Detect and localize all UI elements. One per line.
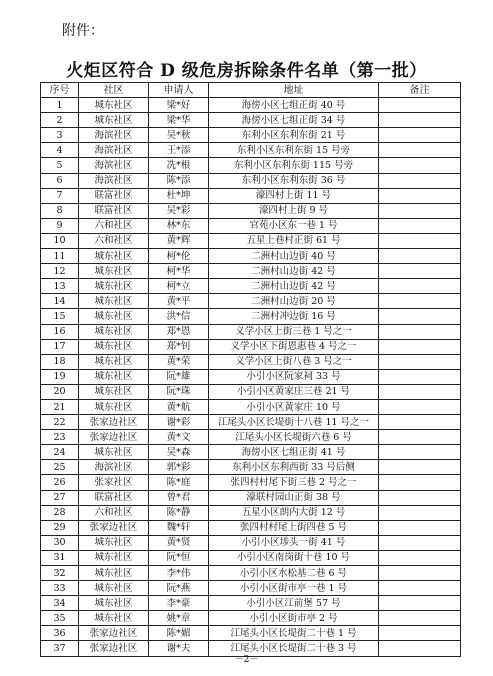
cell-community: 城东社区 [79,294,149,309]
cell-remarks [379,324,461,339]
cell-community: 城东社区 [79,445,149,460]
cell-index: 16 [41,324,79,339]
cell-community: 联富社区 [79,490,149,505]
cell-remarks [379,384,461,399]
cell-applicant: 吴*秋 [149,128,209,143]
cell-index: 35 [41,611,79,626]
cell-applicant: 黄*文 [149,430,209,445]
table-row [41,535,461,550]
cell-index: 9 [41,218,79,233]
cell-address: 五星上巷村正街 61 号 [209,233,379,248]
table-header-row [41,83,461,98]
cell-index: 8 [41,203,79,218]
cell-remarks [379,445,461,460]
header-address: 地址 [209,83,379,98]
cell-index: 31 [41,550,79,565]
cell-address: 东利小区东利西街 33 号后侧 [209,460,379,475]
cell-applicant: 郑*钊 [149,339,209,354]
cell-address: 二洲村山边街 20 号 [209,294,379,309]
table-row [41,611,461,626]
cell-applicant: 郭*彩 [149,460,209,475]
cell-remarks [379,430,461,445]
cell-index: 28 [41,505,79,520]
cell-address: 五星小区朗内大街 12 号 [209,505,379,520]
cell-address: 小引小区黄家庄 10 号 [209,399,379,414]
cell-remarks [379,581,461,596]
cell-applicant: 曾*君 [149,490,209,505]
cell-community: 联富社区 [79,188,149,203]
cell-address: 小引小区南岗街十巷 10 号 [209,550,379,565]
cell-remarks [379,249,461,264]
cell-index: 24 [41,445,79,460]
table-row [41,399,461,414]
cell-applicant: 陈*静 [149,505,209,520]
cell-index: 34 [41,596,79,611]
cell-address: 江尾头小区长堤街十八巷 11 号之一 [209,415,379,430]
cell-index: 11 [41,249,79,264]
cell-remarks [379,143,461,158]
table-row [41,98,461,113]
cell-index: 29 [41,520,79,535]
cell-community: 城东社区 [79,399,149,414]
cell-community: 城东社区 [79,309,149,324]
cell-community: 六和社区 [79,218,149,233]
cell-index: 23 [41,430,79,445]
cell-applicant: 杜*坤 [149,188,209,203]
table-row [41,520,461,535]
cell-address: 濠四村上街 9 号 [209,203,379,218]
cell-community: 海滨社区 [79,143,149,158]
cell-remarks [379,550,461,565]
cell-remarks [379,218,461,233]
table-row [41,249,461,264]
cell-index: 30 [41,535,79,550]
cell-remarks [379,415,461,430]
cell-address: 江尾头小区长堤街六巷 6 号 [209,430,379,445]
cell-index: 27 [41,490,79,505]
header-community: 社区 [79,83,149,98]
cell-index: 13 [41,279,79,294]
cell-remarks [379,596,461,611]
cell-applicant: 黄*航 [149,399,209,414]
cell-applicant: 柯*立 [149,279,209,294]
cell-applicant: 林*东 [149,218,209,233]
cell-community: 六和社区 [79,505,149,520]
cell-address: 东利小区东利东街 36 号 [209,173,379,188]
cell-community: 城东社区 [79,113,149,128]
cell-remarks [379,626,461,641]
cell-index: 17 [41,339,79,354]
table-row [41,490,461,505]
cell-community: 海滨社区 [79,460,149,475]
cell-applicant: 陈*庭 [149,475,209,490]
attachment-label: 附件： [62,23,104,39]
table-row [41,566,461,581]
table-row [41,415,461,430]
cell-address: 小引小区街市亭一巷 1 号 [209,581,379,596]
cell-community: 城东社区 [79,249,149,264]
cell-remarks [379,520,461,535]
cell-address: 海傍小区七组正街 34 号 [209,113,379,128]
cell-remarks [379,369,461,384]
cell-address: 海傍小区七组正街 40 号 [209,98,379,113]
table-row [41,203,461,218]
cell-address: 义学小区上街八巷 3 号之一 [209,354,379,369]
table-row [41,218,461,233]
cell-remarks [379,505,461,520]
cell-applicant: 黄*辉 [149,233,209,248]
cell-index: 18 [41,354,79,369]
cell-index: 19 [41,369,79,384]
cell-community: 张家边社区 [79,626,149,641]
cell-index: 22 [41,415,79,430]
table-row [41,430,461,445]
cell-applicant: 姚*章 [149,611,209,626]
cell-applicant: 洪*信 [149,309,209,324]
cell-address: 二洲村山边街 42 号 [209,279,379,294]
table-row [41,173,461,188]
cell-community: 城东社区 [79,264,149,279]
cell-applicant: 李*伟 [149,566,209,581]
cell-applicant: 冼*根 [149,158,209,173]
cell-address: 二洲村山边街 42 号 [209,264,379,279]
cell-address: 张四村村尾下街三巷 2 号之一 [209,475,379,490]
cell-remarks [379,399,461,414]
cell-community: 城东社区 [79,596,149,611]
cell-remarks [379,611,461,626]
cell-community: 张家边社区 [79,520,149,535]
cell-address: 官苑小区东一巷 1 号 [209,218,379,233]
cell-applicant: 梁*华 [149,113,209,128]
cell-address: 江尾头小区长堤街二十巷 1 号 [209,626,379,641]
cell-index: 1 [41,98,79,113]
cell-community: 城东社区 [79,279,149,294]
table-row [41,505,461,520]
cell-applicant: 李*豪 [149,596,209,611]
cell-community: 海滨社区 [79,128,149,143]
cell-community: 城东社区 [79,535,149,550]
cell-community: 六和社区 [79,233,149,248]
cell-address: 小引小区街市亭 2 号 [209,611,379,626]
table-row [41,309,461,324]
cell-applicant: 谢*彩 [149,415,209,430]
cell-applicant: 黄*贤 [149,535,209,550]
table-row [41,294,461,309]
demolition-list-table [40,82,461,657]
cell-community: 张家边社区 [79,415,149,430]
cell-community: 张家边社区 [79,641,149,656]
cell-remarks [379,203,461,218]
cell-address: 小引小区阮家祠 33 号 [209,369,379,384]
cell-applicant: 阮*珠 [149,384,209,399]
cell-index: 33 [41,581,79,596]
cell-applicant: 柯*华 [149,264,209,279]
cell-applicant: 王*添 [149,143,209,158]
cell-community: 城东社区 [79,98,149,113]
cell-community: 城东社区 [79,384,149,399]
table-row [41,143,461,158]
cell-address: 江尾头小区长堤街二十巷 3 号 [209,641,379,656]
cell-remarks [379,233,461,248]
table-row [41,264,461,279]
cell-address: 张四村村尾上街四巷 5 号 [209,520,379,535]
cell-index: 12 [41,264,79,279]
cell-index: 3 [41,128,79,143]
cell-community: 海滨社区 [79,173,149,188]
cell-community: 张家社区 [79,475,149,490]
cell-remarks [379,158,461,173]
cell-remarks [379,98,461,113]
cell-applicant: 阮*雄 [149,369,209,384]
table-row [41,460,461,475]
cell-remarks [379,173,461,188]
header-applicant: 申请人 [149,83,209,98]
cell-applicant: 魏*轩 [149,520,209,535]
cell-index: 36 [41,626,79,641]
table-row [41,475,461,490]
cell-applicant: 吴*彩 [149,203,209,218]
cell-applicant: 谢*夫 [149,641,209,656]
cell-address: 东利小区东利东街 115 号旁 [209,158,379,173]
cell-index: 25 [41,460,79,475]
cell-index: 10 [41,233,79,248]
table-row [41,279,461,294]
cell-address: 海傍小区七组正街 41 号 [209,445,379,460]
table-body [41,98,461,656]
table-row [41,128,461,143]
table-row [41,369,461,384]
cell-community: 城东社区 [79,566,149,581]
header-index: 序号 [41,83,79,98]
table-row [41,354,461,369]
cell-community: 城东社区 [79,339,149,354]
cell-address: 义学小区下街恩惠巷 4 号之一 [209,339,379,354]
cell-remarks [379,490,461,505]
table-row [41,113,461,128]
table-row [41,384,461,399]
cell-remarks [379,460,461,475]
cell-remarks [379,354,461,369]
cell-index: 4 [41,143,79,158]
cell-index: 20 [41,384,79,399]
cell-applicant: 梁*好 [149,98,209,113]
cell-address: 濠联村园山正街 38 号 [209,490,379,505]
table-row [41,626,461,641]
cell-remarks [379,188,461,203]
cell-address: 东利小区东利东街 15 号旁 [209,143,379,158]
cell-applicant: 陈*媚 [149,626,209,641]
cell-remarks [379,475,461,490]
cell-community: 城东社区 [79,324,149,339]
table-row [41,233,461,248]
cell-applicant: 黄*荣 [149,354,209,369]
cell-index: 14 [41,294,79,309]
cell-applicant: 郑*恩 [149,324,209,339]
cell-community: 联富社区 [79,203,149,218]
cell-community: 城东社区 [79,581,149,596]
cell-address: 二洲村山边街 40 号 [209,249,379,264]
cell-address: 小引小区黄家庄三巷 21 号 [209,384,379,399]
cell-remarks [379,279,461,294]
document-title: 火炬区符合 D 级危房拆除条件名单（第一批） [66,61,427,81]
table-row [41,596,461,611]
cell-address: 东利小区东利东街 21 号 [209,128,379,143]
cell-applicant: 柯*伦 [149,249,209,264]
page-number: －2－ [234,655,259,665]
cell-address: 二洲村冲边街 16 号 [209,309,379,324]
cell-community: 城东社区 [79,369,149,384]
table-row [41,324,461,339]
cell-remarks [379,113,461,128]
table-row [41,339,461,354]
cell-community: 城东社区 [79,611,149,626]
cell-applicant: 黄*平 [149,294,209,309]
cell-applicant: 陈*添 [149,173,209,188]
cell-index: 37 [41,641,79,656]
cell-applicant: 阮*燕 [149,581,209,596]
cell-index: 26 [41,475,79,490]
cell-remarks [379,309,461,324]
cell-remarks [379,128,461,143]
cell-applicant: 阮*恒 [149,550,209,565]
table-row [41,581,461,596]
cell-address: 小引小区水松基二巷 6 号 [209,566,379,581]
cell-index: 7 [41,188,79,203]
cell-community: 海滨社区 [79,158,149,173]
cell-remarks [379,264,461,279]
table-row [41,188,461,203]
header-remarks: 备注 [379,83,461,98]
cell-address: 小引小区江前堡 57 号 [209,596,379,611]
cell-remarks [379,339,461,354]
cell-index: 6 [41,173,79,188]
cell-remarks [379,566,461,581]
cell-community: 张家边社区 [79,430,149,445]
cell-remarks [379,294,461,309]
cell-index: 15 [41,309,79,324]
table-row [41,158,461,173]
cell-address: 小引小区埗头一街 41 号 [209,535,379,550]
cell-index: 5 [41,158,79,173]
cell-address: 义学小区上街三巷 1 号之一 [209,324,379,339]
cell-index: 21 [41,399,79,414]
cell-address: 濠四村上街 11 号 [209,188,379,203]
cell-index: 32 [41,566,79,581]
table-row [41,445,461,460]
cell-remarks [379,535,461,550]
cell-community: 城东社区 [79,550,149,565]
cell-index: 2 [41,113,79,128]
table-row [41,550,461,565]
cell-applicant: 吴*森 [149,445,209,460]
cell-community: 城东社区 [79,354,149,369]
